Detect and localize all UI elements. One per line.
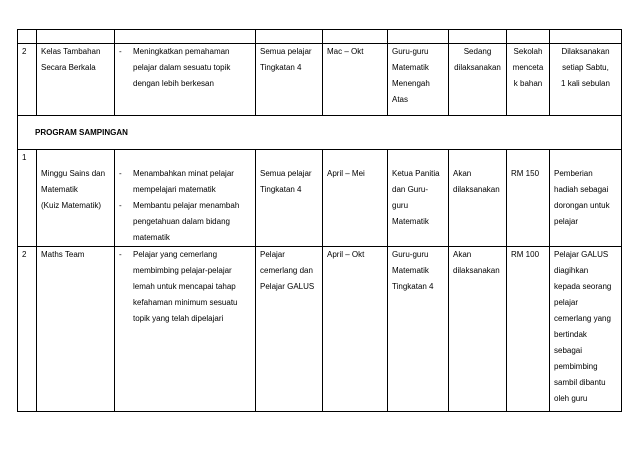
date-cell: Mac – Okt (323, 44, 388, 116)
remarks-cell: Pelajar GALUS diagihkan kepada seorang pelajar cemerlang yang bertindak sebagai pembimbing sambil dibantu oleh guru (550, 247, 622, 412)
row-number: 2 (18, 44, 37, 116)
target-cell: Pelajar cemerlang dan Pelajar GALUS (256, 247, 323, 412)
responsible-cell: Ketua Panitia dan Guru- guru Matematik (388, 150, 449, 247)
program-cell: Maths Team (37, 247, 115, 412)
program-cell: Kelas Tambahan Secara Berkala (37, 44, 115, 116)
objective-cell: - Pelajar yang cemerlang membimbing pelajar-pelajar lemah untuk mencapai tahap kefahaman minimum sesuatu topik yang telah dipelajari (115, 247, 256, 412)
date-cell: April – Okt (323, 247, 388, 412)
status-cell: Sedang dilaksanakan (449, 44, 507, 116)
objective-cell: - Meningkatkan pemahaman pelajar dalam sesuatu topik dengan lebih berkesan (115, 44, 256, 116)
target-cell: Semua pelajar Tingkatan 4 (256, 44, 323, 116)
table-row (18, 44, 622, 116)
objective-cell: - Menambahkan minat pelajar mempelajari matematik - Membantu pelajar menambah pengetahuan dalam bidang matematik (115, 150, 256, 247)
row-number: 2 (18, 247, 37, 412)
table-row (18, 150, 622, 247)
status-cell: Akan dilaksanakan (449, 247, 507, 412)
table-row (18, 247, 622, 412)
program-table (17, 29, 622, 412)
blank-top-row (18, 30, 622, 44)
remarks-cell: Dilaksanakan setiap Sabtu, 1 kali sebulan (550, 44, 622, 116)
remarks-cell: Pemberian hadiah sebagai dorongan untuk pelajar (550, 150, 622, 247)
row-number: 1 (18, 150, 37, 247)
target-cell: Semua pelajar Tingkatan 4 (256, 150, 323, 247)
program-cell: Minggu Sains dan Matematik (Kuiz Matematik) (37, 150, 115, 247)
section-heading-row (18, 116, 622, 150)
responsible-cell: Guru-guru Matematik Menengah Atas (388, 44, 449, 116)
section-heading: PROGRAM SAMPINGAN (18, 116, 622, 150)
cost-cell: RM 150 (507, 150, 550, 247)
cost-cell: RM 100 (507, 247, 550, 412)
responsible-cell: Guru-guru Matematik Tingkatan 4 (388, 247, 449, 412)
status-cell: Akan dilaksanakan (449, 150, 507, 247)
date-cell: April – Mei (323, 150, 388, 247)
cost-cell: Sekolah menceta k bahan (507, 44, 550, 116)
